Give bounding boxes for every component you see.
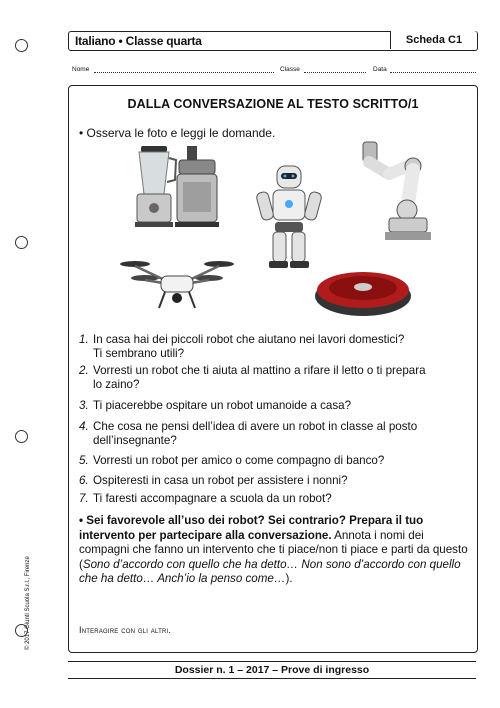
- task-italic-text: Sono d’accordo con quello che ha detto… Non sono d’accordo con quello che ha detto… Anch’io la penso come…: [79, 557, 461, 585]
- task-text: Annota i nomi dei compagni che fanno un intervento che ti piace/non ti piace e parti da questo (: [79, 528, 468, 571]
- binder-hole: [15, 430, 28, 443]
- binder-hole: [15, 236, 28, 249]
- exercise-title: DALLA CONVERSAZIONE AL TESTO SCRITTO/1: [127, 97, 419, 111]
- question-7: 7. Ti faresti accompagnare a scuola da un robot?: [79, 492, 332, 505]
- question-2: 2. Vorresti un robot che ti aiuta al mattino a rifare il letto o ti prepara lo zaino?: [79, 364, 426, 391]
- class-field[interactable]: [304, 66, 366, 73]
- page-footer: [68, 661, 476, 679]
- subject-label: Italiano • Classe quarta: [75, 34, 202, 48]
- robot-vacuum-photo: [313, 262, 413, 318]
- footer-text: Dossier n. 1 – 2017 – Prove di ingresso: [174, 664, 370, 676]
- question-6: 6. Ospiteresti in casa un robot per assistere i nonni?: [79, 474, 348, 487]
- sheet-label: Scheda C1: [390, 31, 477, 49]
- skill-note: Interagire con gli altri.: [79, 625, 172, 635]
- copyright-text: © 2017 Giunti Scuola S.r.l., Firenze: [25, 556, 31, 650]
- exercise-intro: • Osserva le foto e leggi le domande.: [79, 126, 276, 140]
- question-4: 4. Che cosa ne pensi dell’idea di avere un robot in classe al posto dell’insegnante?: [79, 420, 418, 447]
- task-bold-text: • Sei favorevole all’uso dei robot? Sei contrario? Prepara il tuo intervento per partecipare alla conversazione.: [79, 514, 424, 542]
- date-label: Data: [373, 66, 387, 73]
- industrial-robot-arm-photo: [359, 140, 431, 242]
- question-3: 3. Ti piacerebbe ospitare un robot umanoide a casa?: [79, 399, 352, 412]
- drone-photo: [119, 252, 235, 312]
- page-header: [68, 31, 478, 51]
- humanoid-robot-photo: [255, 164, 323, 270]
- class-label: Classe: [280, 66, 300, 73]
- blender-photo: [129, 146, 177, 228]
- juicer-photo: [173, 146, 221, 228]
- name-label: Nome: [72, 66, 90, 73]
- date-field[interactable]: [390, 66, 476, 73]
- task-paragraph: [79, 514, 471, 587]
- binder-hole: [15, 39, 28, 52]
- question-1: 1. In casa hai dei piccoli robot che aiutano nei lavori domestici? Ti sembrano utili?: [79, 333, 405, 360]
- exercise-frame: [68, 85, 478, 653]
- task-end-text: ).: [285, 572, 293, 585]
- name-field[interactable]: [94, 66, 274, 73]
- question-5: 5. Vorresti un robot per amico o come compagno di banco?: [79, 454, 385, 467]
